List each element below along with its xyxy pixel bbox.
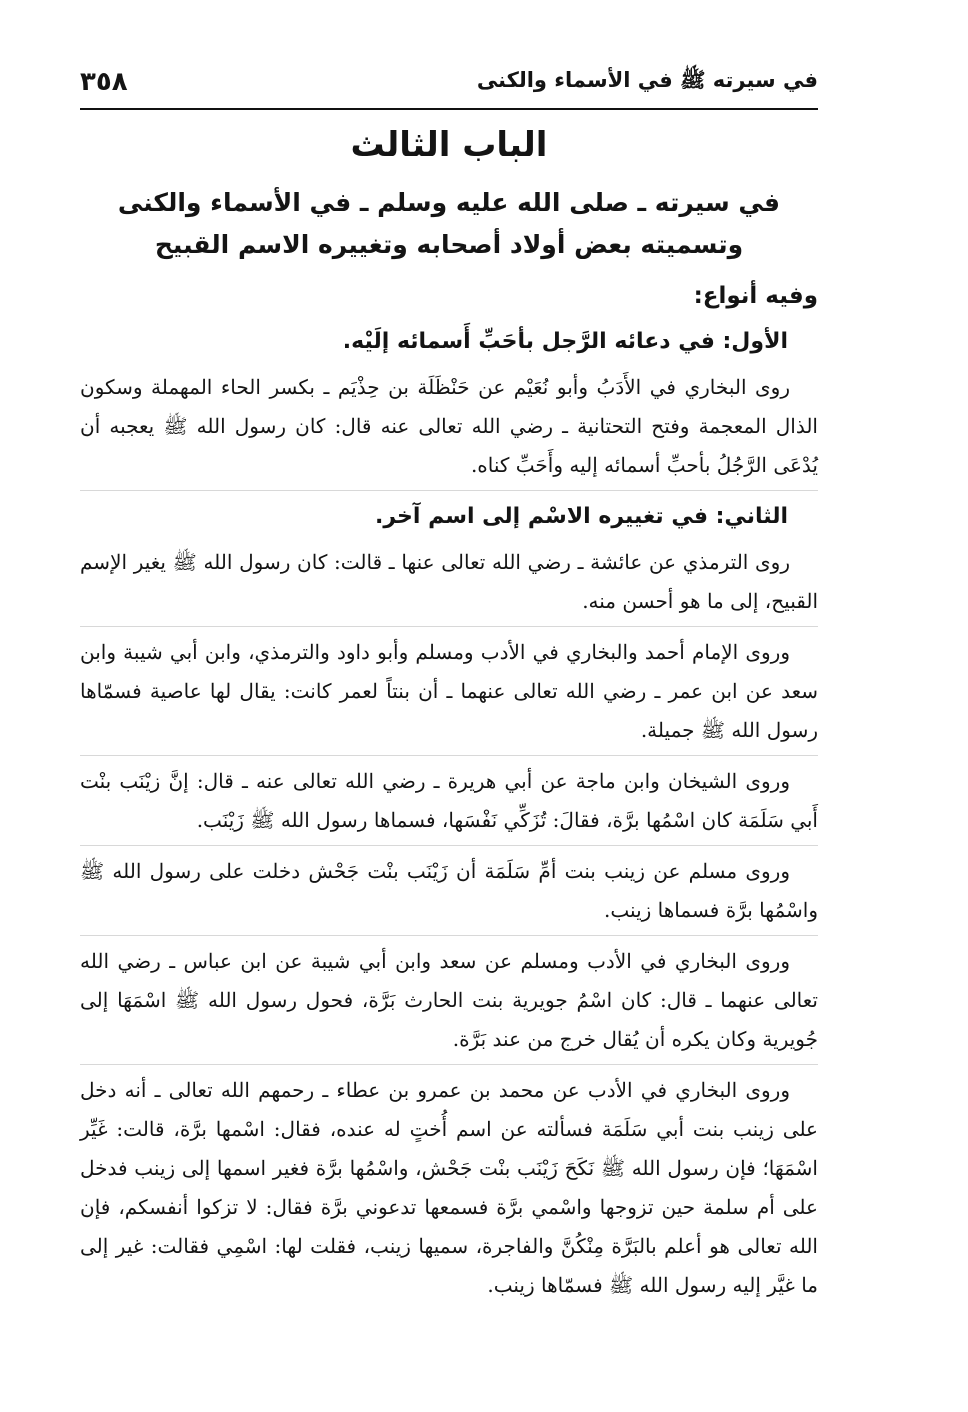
page-header	[80, 62, 818, 102]
paragraph-divider	[80, 845, 818, 846]
chapter-subtitle-line1: في سيرته ـ صلى الله عليه وسلم ـ في الأسماء والكنى	[117, 188, 781, 217]
chapter-titles	[80, 122, 818, 266]
paragraph: وروى البخاري في الأدب عن محمد بن عمرو بن عطاء ـ رحمهم الله تعالى ـ أنه دخل على زينب بنت أبي سَلَمَة فسألته عن اسم أُختٍ له عنده، فقال: اسْمها برَّة، قالت: غَيِّر اسْمَهَا؛ فإن رسول الله ﷺ نَكَحَ زَيْنَب بنْت جَحْش، واسْمُها برَّة فغير اسمها إلى زينب فدخل على أم سلمة حين تزوجها واسْمي برَّة فسمعها تدعوني برَّة فقال: لا تزكوا أنفسكم، فإن الله تعالى هو أعلم بالبَرَّة مِنْكُنَّ والفاجرة، سميها زينب، فقلت لها: اسْمِي فقالت: غير إلى ما غيَّر إليه رسول الله ﷺ فسمّاها زينب.	[80, 1078, 818, 1297]
paragraph-divider	[80, 755, 818, 756]
paragraph: وروى البخاري في الأدب ومسلم عن سعد وابن أبي شيبة عن ابن عباس ـ رضي الله تعالى عنهما ـ قال: كان اسْمُ جويرية بنت الحارث بَرَّة، فحول رسول الله ﷺ اسْمَهَا إلى جُويرية وكان يكره أن يُقال خرج من عند بَرَّة.	[80, 949, 818, 1051]
page-number: ٣٥٨	[80, 67, 128, 97]
paragraph-divider	[80, 490, 818, 491]
paragraph: روى الترمذي عن عائشة ـ رضي الله تعالى عنها ـ قالت: كان رسول الله ﷺ يغير الإسم القبيح، إلى ما هو أحسن منه.	[80, 550, 818, 613]
chapter-title: الباب الثالث	[350, 125, 548, 165]
page-body	[80, 276, 818, 1310]
section-heading-second: الثاني: في تغييره الاسْم إلى اسم آخر.	[374, 504, 788, 529]
paragraph-divider	[80, 1064, 818, 1065]
paragraph-divider	[80, 935, 818, 936]
running-title: في سيرته ﷺ في الأسماء والكنى	[476, 67, 818, 92]
paragraph: وروى مسلم عن زينب بنت أمِّ سَلَمَة أن زَيْنَب بنْت جَحْش دخلت على رسول الله ﷺ واسْمُها برَّة فسماها زينب.	[80, 859, 818, 922]
paragraph-divider	[80, 626, 818, 627]
chapter-subtitle-line2: وتسميته بعض أولاد أصحابه وتغييره الاسم القبيح	[154, 230, 744, 259]
paragraph: وروى الإمام أحمد والبخاري في الأدب ومسلم وأبو داود والترمذي، وابن أبي شيبة وابن سعد عن ابن عمر ـ رضي الله تعالى عنهما ـ أن بنتاً لعمر كانت: يقال لها عاصية فسمّاها رسول الله ﷺ جميلة.	[80, 640, 818, 742]
header-divider	[80, 108, 818, 110]
types-intro: وفيه أنواع:	[693, 283, 818, 309]
paragraph: روى البخاري في الأَدَبُ وأبو نُعَيْم عن حَنْظَلَة بن حِذْيَم ـ بكسر الحاء المهملة وسكون الذال المعجمة وفتح التحتانية ـ رضي الله تعالى عنه قال: كان رسول الله ﷺ يعجبه أن يُدْعَى الرَّجُلُ بأحبِّ أسمائه إليه وأَحَبِّ كناه.	[80, 375, 818, 477]
section-heading-first: الأول: في دعائه الرَّجل بأحَبِّ أَسمائه إلَيْه.	[342, 329, 788, 354]
paragraph: وروى الشيخان وابن ماجة عن أبي هريرة ـ رضي الله تعالى عنه ـ قال: إنَّ زيْنَب بنْت أَبي سَلَمَة كان اسْمُها برَّة، فقالَ: تُزَكِّي نَفْسَها، فسماها رسول الله ﷺ زَيْنَب.	[80, 769, 818, 832]
